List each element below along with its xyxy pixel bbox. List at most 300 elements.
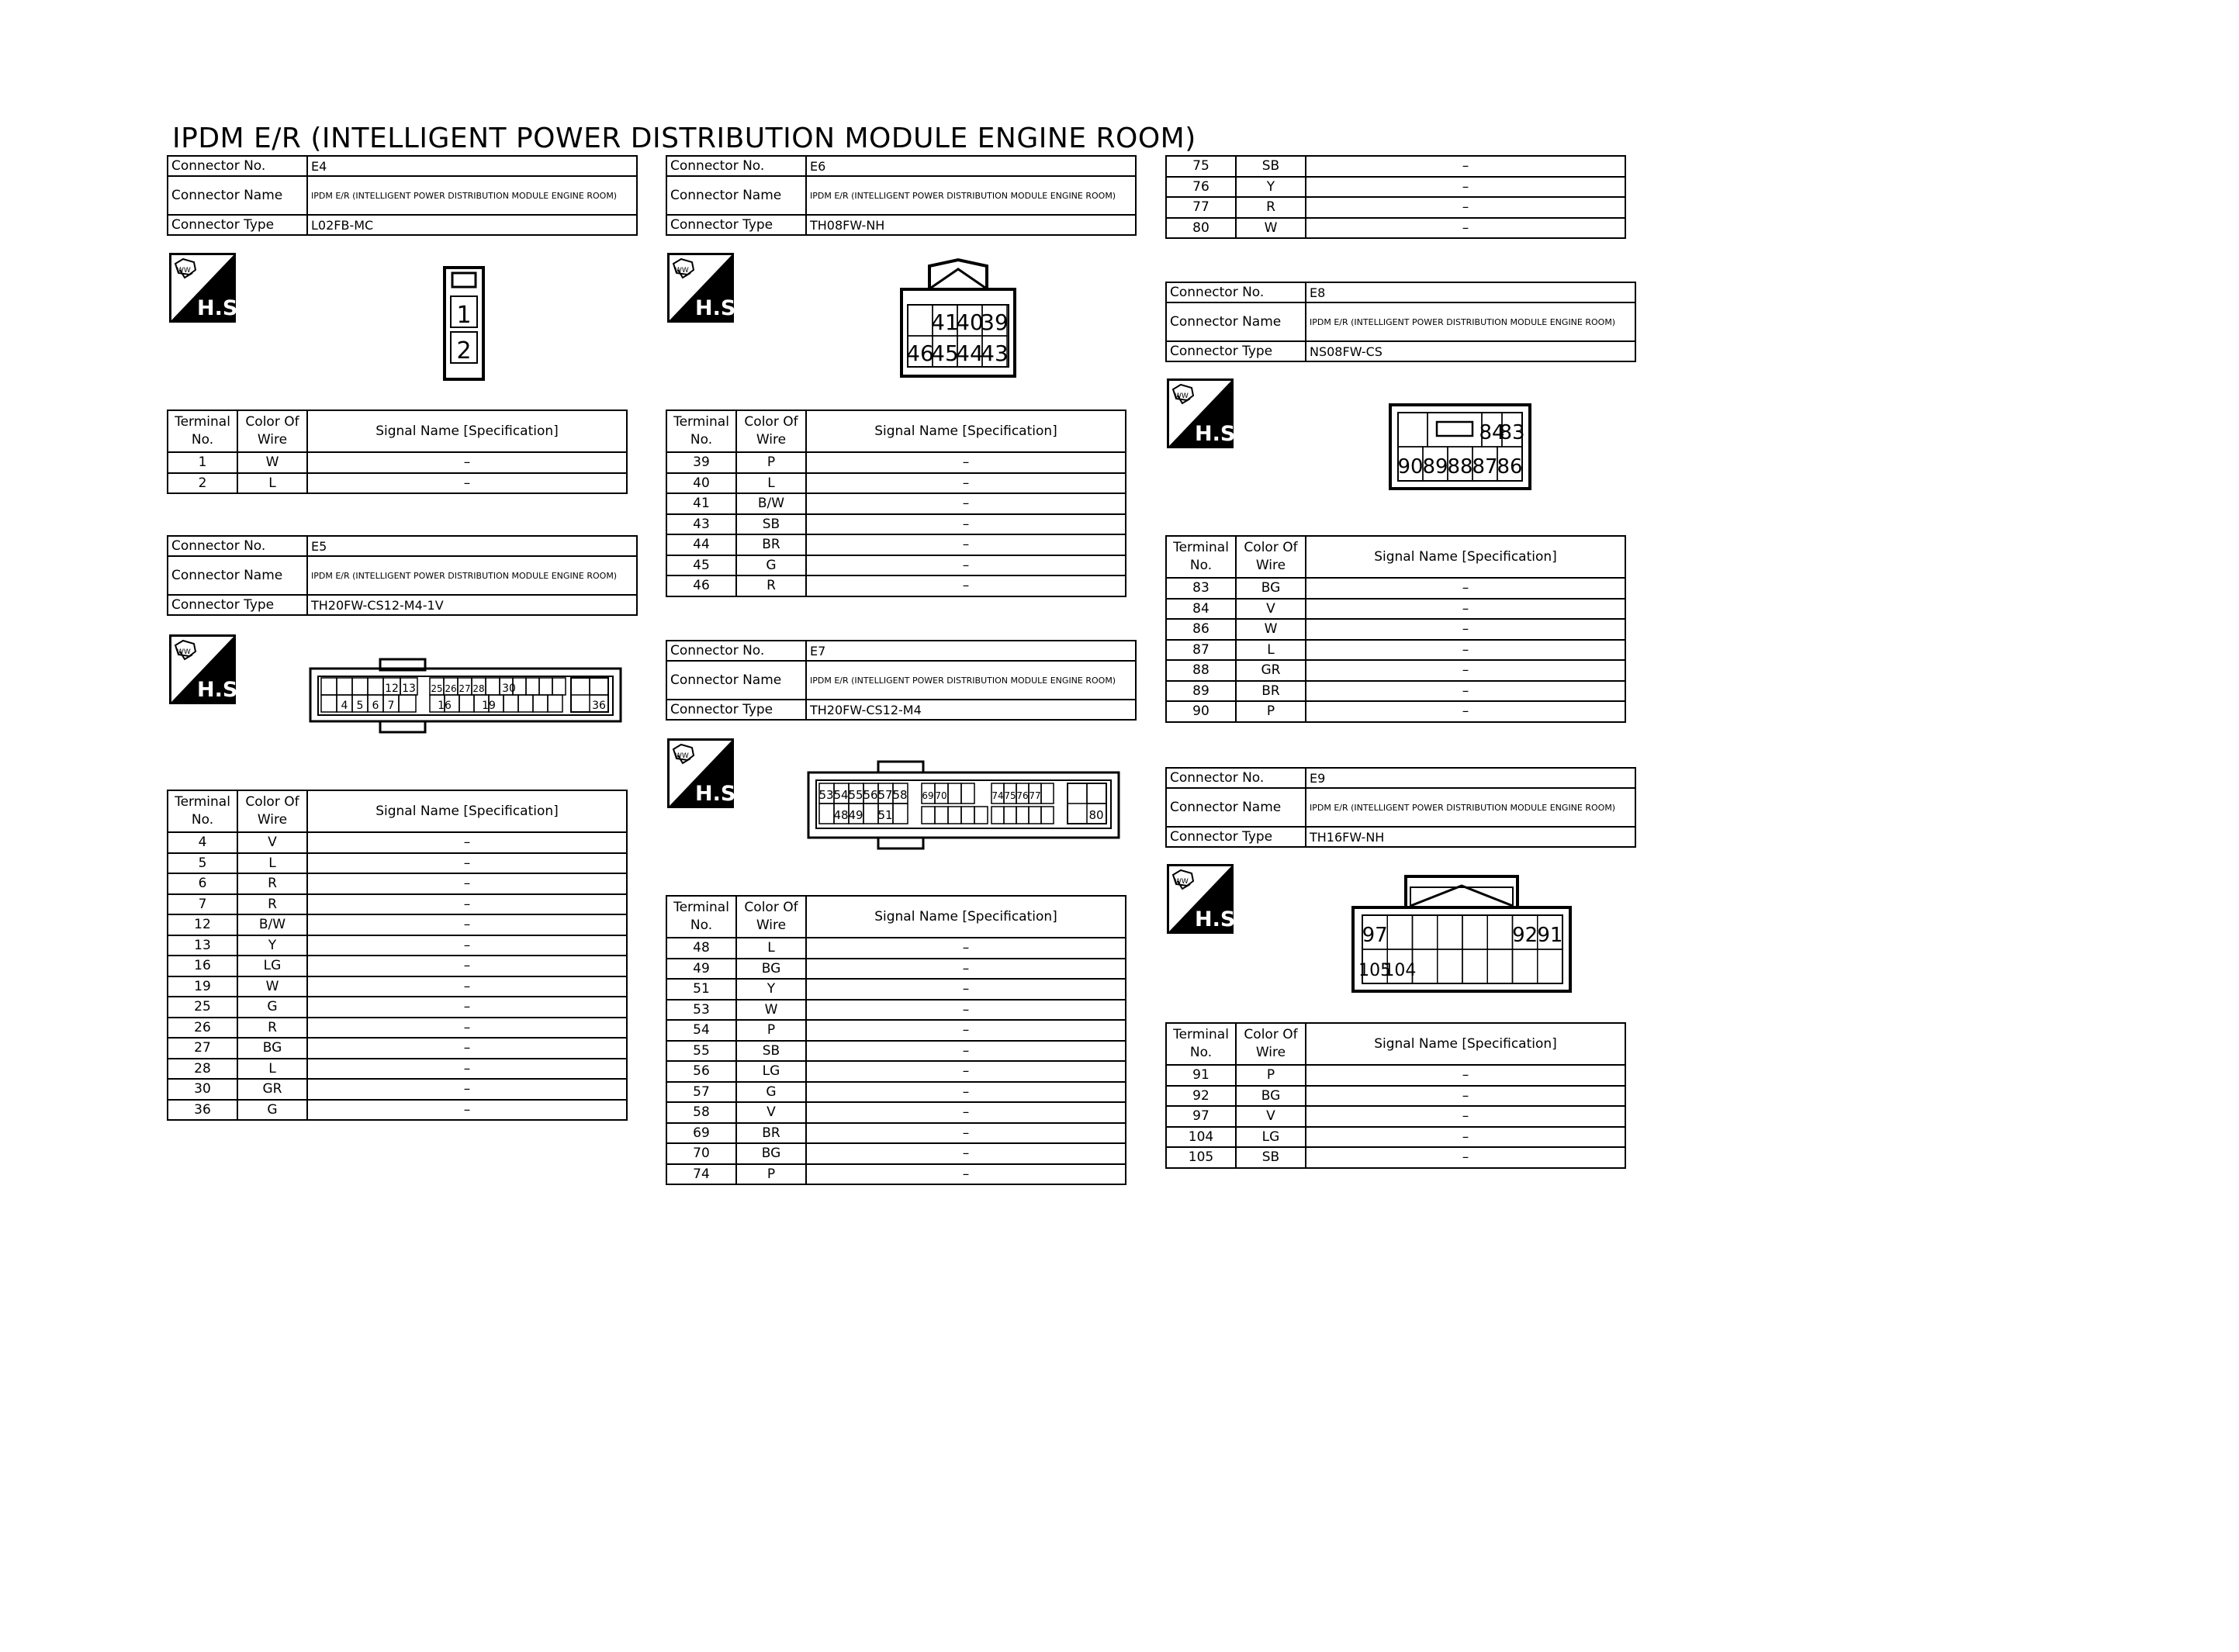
connector-type-label: Connector Type [666,215,806,235]
wire-color: BG [736,959,806,980]
connector-type-label: Connector Type [666,700,806,720]
wire-color: BR [736,1123,806,1144]
wire-color: P [736,452,806,473]
connector-no-value: E8 [1306,282,1635,302]
terminal-no: 87 [1166,640,1236,661]
table-row [168,1100,627,1121]
svg-text:26: 26 [445,683,457,694]
table-row [1166,1106,1625,1127]
connector-type-value: TH20FW-CS12-M4-1V [307,595,637,615]
table-row [666,1102,1126,1123]
connector-E6-diagram [900,258,1018,382]
svg-text:WW: WW [177,648,191,656]
signal-name: – [806,555,1126,576]
table-row [168,853,627,874]
svg-text:53: 53 [818,788,834,802]
table-header [1166,1023,1625,1065]
connector-no-label: Connector No. [1166,768,1306,788]
table-row [666,575,1126,596]
svg-text:H.S.: H.S. [695,296,744,320]
svg-text:28: 28 [472,683,485,694]
table-row [666,979,1126,1000]
svg-text:69: 69 [922,790,934,801]
signal-header: Signal Name [Specification] [806,410,1126,452]
terminal-no: 36 [168,1100,237,1121]
signal-name: – [806,979,1126,1000]
table-row [168,997,627,1018]
wire-color: W [736,1000,806,1021]
connector-no-label: Connector No. [666,156,806,176]
signal-name: – [1306,156,1625,177]
signal-name: – [806,1164,1126,1185]
svg-text:104: 104 [1383,961,1417,980]
table-row [666,534,1126,555]
table-row [666,555,1126,576]
table-row [1166,599,1625,620]
terminal-no: 44 [666,534,736,555]
signal-name: – [1306,197,1625,218]
terminal-no: 70 [666,1143,736,1164]
svg-text:1: 1 [456,302,472,329]
svg-text:30: 30 [502,683,516,695]
svg-text:43: 43 [981,340,1009,366]
terminal-no: 5 [168,853,237,874]
signal-name: – [806,452,1126,473]
connector-name-value: IPDM E/R (INTELLIGENT POWER DISTRIBUTION MODULE ENGINE ROOM) [307,176,637,215]
wire-color: BR [736,534,806,555]
signal-name: – [307,873,627,894]
wire-color: R [237,894,307,915]
svg-text:H.S.: H.S. [1195,422,1244,446]
terminal-no: 45 [666,555,736,576]
svg-text:55: 55 [848,788,863,802]
svg-text:86: 86 [1497,455,1523,479]
signal-name: – [1306,578,1625,599]
signal-name: – [307,1038,627,1059]
terminal-no: 6 [168,873,237,894]
svg-text:WW: WW [1175,878,1189,886]
svg-text:80: 80 [1088,808,1104,822]
connector-type-label: Connector Type [168,595,307,615]
terminal-no: 46 [666,575,736,596]
color-header: Color Of Wire [237,790,307,832]
hs-icon [667,253,744,323]
wire-color: B/W [736,493,806,514]
signal-name: – [806,493,1126,514]
signal-name: – [1306,1086,1625,1107]
svg-text:45: 45 [931,340,959,366]
connector-E7-diagram [807,760,1120,850]
wire-color: W [1236,619,1306,640]
connector-no-label: Connector No. [168,536,307,556]
svg-text:77: 77 [1029,790,1041,801]
wire-color: V [1236,1106,1306,1127]
terminal-no-header: Terminal No. [1166,1023,1236,1065]
wire-color: G [237,1100,307,1121]
wire-color: R [1236,197,1306,218]
terminal-no: 88 [1166,660,1236,681]
svg-text:88: 88 [1447,455,1473,479]
svg-text:105: 105 [1358,961,1392,980]
table-row [666,1123,1126,1144]
signal-name: – [1306,1065,1625,1086]
table-row [168,1018,627,1039]
signal-name: – [1306,660,1625,681]
terminal-no: 75 [1166,156,1236,177]
table-header [666,410,1126,452]
terminal-no: 97 [1166,1106,1236,1127]
signal-name: – [806,1061,1126,1082]
terminal-no-header: Terminal No. [168,410,237,452]
terminal-no: 90 [1166,701,1236,722]
table-row [168,956,627,976]
wire-color: L [237,1059,307,1080]
terminal-no: 57 [666,1082,736,1103]
terminal-no: 25 [168,997,237,1018]
wire-color: R [237,873,307,894]
terminal-no: 7 [168,894,237,915]
signal-name: – [806,514,1126,535]
terminal-no: 26 [168,1018,237,1039]
wire-color: LG [1236,1127,1306,1148]
connector-name-label: Connector Name [666,661,806,700]
svg-text:4: 4 [341,700,348,712]
svg-text:2: 2 [456,337,472,365]
signal-name: – [806,575,1126,596]
signal-name: – [307,832,627,853]
wire-color: L [237,853,307,874]
wire-color: BG [1236,578,1306,599]
connector-name-value: IPDM E/R (INTELLIGENT POWER DISTRIBUTION MODULE ENGINE ROOM) [1306,788,1635,827]
connector-info-E6 [666,155,1137,236]
terminal-no: 55 [666,1041,736,1062]
signal-name: – [307,1018,627,1039]
terminal-no: 80 [1166,218,1236,239]
svg-text:WW: WW [675,752,689,760]
svg-text:54: 54 [833,788,849,802]
terminal-no: 49 [666,959,736,980]
table-row [666,1061,1126,1082]
signal-name: – [806,1020,1126,1041]
signal-name: – [806,1041,1126,1062]
svg-text:12: 12 [385,683,399,695]
table-row [666,1000,1126,1021]
svg-text:39: 39 [981,309,1009,335]
terminal-no-header: Terminal No. [1166,536,1236,578]
connector-E8-diagram [1389,403,1531,490]
signal-name: – [1306,701,1625,722]
terminal-table-E7 [666,895,1126,1185]
terminal-no: 86 [1166,619,1236,640]
svg-text:91: 91 [1537,924,1563,947]
table-row [1166,640,1625,661]
terminal-no: 84 [1166,599,1236,620]
terminal-no: 83 [1166,578,1236,599]
terminal-table-E7_cont [1165,155,1626,239]
svg-text:90: 90 [1397,455,1424,479]
connector-type-label: Connector Type [168,215,307,235]
connector-name-label: Connector Name [1166,302,1306,341]
terminal-no: 40 [666,473,736,494]
signal-name: – [307,853,627,874]
svg-text:6: 6 [372,700,379,712]
wire-color: GR [237,1079,307,1100]
terminal-no: 76 [1166,177,1236,198]
connector-no-value: E4 [307,156,637,176]
signal-header: Signal Name [Specification] [307,410,627,452]
wire-color: V [736,1102,806,1123]
terminal-no: 41 [666,493,736,514]
signal-name: – [307,976,627,997]
svg-text:41: 41 [931,309,959,335]
connector-name-value: IPDM E/R (INTELLIGENT POWER DISTRIBUTION MODULE ENGINE ROOM) [806,661,1136,700]
terminal-no: 53 [666,1000,736,1021]
table-row [1166,578,1625,599]
svg-text:WW: WW [1175,392,1189,400]
svg-text:83: 83 [1499,421,1525,444]
table-row [1166,681,1625,702]
terminal-table-E8 [1165,535,1626,723]
table-row [666,514,1126,535]
table-row [1166,1086,1625,1107]
connector-name-value: IPDM E/R (INTELLIGENT POWER DISTRIBUTION MODULE ENGINE ROOM) [1306,302,1635,341]
connector-no-value: E6 [806,156,1136,176]
connector-info-E8 [1165,282,1636,362]
table-row [168,473,627,494]
terminal-no: 69 [666,1123,736,1144]
color-header: Color Of Wire [736,410,806,452]
svg-text:7: 7 [387,700,395,712]
wire-color: LG [237,956,307,976]
wire-color: R [237,1018,307,1039]
signal-name: – [806,1143,1126,1164]
connector-no-label: Connector No. [666,641,806,661]
wire-color: W [1236,218,1306,239]
connector-info-E7 [666,640,1137,721]
terminal-no: 48 [666,938,736,959]
svg-text:19: 19 [482,700,496,712]
signal-name: – [307,473,627,494]
table-row [1166,197,1625,218]
wire-color: P [1236,1065,1306,1086]
signal-header: Signal Name [Specification] [806,896,1126,938]
hs-icon [1167,378,1244,448]
color-header: Color Of Wire [1236,536,1306,578]
connector-no-value: E9 [1306,768,1635,788]
connector-no-value: E5 [307,536,637,556]
signal-name: – [806,1082,1126,1103]
terminal-table-E9 [1165,1022,1626,1169]
svg-text:57: 57 [877,788,893,802]
table-row [168,832,627,853]
table-row [1166,177,1625,198]
table-header [666,896,1126,938]
connector-info-E5 [167,535,638,616]
wire-color: R [736,575,806,596]
table-row [666,959,1126,980]
table-row [1166,701,1625,722]
svg-text:H.S.: H.S. [197,296,246,320]
signal-name: – [1306,1106,1625,1127]
terminal-no: 51 [666,979,736,1000]
table-row [168,1079,627,1100]
page-title: IPDM E/R (INTELLIGENT POWER DISTRIBUTION MODULE ENGINE ROOM) [172,123,1196,154]
table-row [666,938,1126,959]
terminal-no: 2 [168,473,237,494]
signal-name: – [1306,640,1625,661]
connector-type-value: TH20FW-CS12-M4 [806,700,1136,720]
terminal-table-E6 [666,410,1126,597]
terminal-no: 4 [168,832,237,853]
svg-text:58: 58 [892,788,908,802]
color-header: Color Of Wire [1236,1023,1306,1065]
table-header [168,790,627,832]
wire-color: SB [1236,1147,1306,1168]
terminal-no: 30 [168,1079,237,1100]
svg-text:87: 87 [1472,455,1498,479]
signal-header: Signal Name [Specification] [307,790,627,832]
terminal-no: 12 [168,914,237,935]
terminal-no: 105 [1166,1147,1236,1168]
signal-name: – [806,1000,1126,1021]
hs-icon [1167,864,1244,934]
wire-color: SB [736,514,806,535]
hs-icon [667,738,744,808]
terminal-no: 92 [1166,1086,1236,1107]
svg-text:46: 46 [906,340,934,366]
terminal-no: 43 [666,514,736,535]
terminal-no: 91 [1166,1065,1236,1086]
wire-color: B/W [237,914,307,935]
signal-name: – [806,959,1126,980]
wire-color: GR [1236,660,1306,681]
wire-color: G [237,997,307,1018]
terminal-no: 74 [666,1164,736,1185]
terminal-no: 28 [168,1059,237,1080]
connector-no-value: E7 [806,641,1136,661]
connector-type-label: Connector Type [1166,827,1306,847]
connector-type-value: TH08FW-NH [806,215,1136,235]
terminal-no: 89 [1166,681,1236,702]
terminal-table-E4 [167,410,628,494]
svg-text:5: 5 [356,700,364,712]
signal-name: – [806,938,1126,959]
svg-text:40: 40 [956,309,984,335]
color-header: Color Of Wire [736,896,806,938]
svg-text:89: 89 [1422,455,1448,479]
table-header [1166,536,1625,578]
svg-text:16: 16 [438,700,452,712]
wire-color: V [237,832,307,853]
wire-color: L [237,473,307,494]
terminal-no: 56 [666,1061,736,1082]
wire-color: W [237,452,307,473]
svg-text:48: 48 [833,808,849,822]
signal-name: – [1306,218,1625,239]
table-row [666,473,1126,494]
svg-text:36: 36 [592,700,606,712]
terminal-no-header: Terminal No. [666,896,736,938]
connector-name-label: Connector Name [666,176,806,215]
table-row [666,1020,1126,1041]
svg-text:56: 56 [863,788,878,802]
table-row [666,1041,1126,1062]
wire-color: SB [1236,156,1306,177]
wire-color: Y [1236,177,1306,198]
wire-color: P [736,1020,806,1041]
terminal-no: 27 [168,1038,237,1059]
svg-text:76: 76 [1016,790,1029,801]
signal-name: – [307,935,627,956]
wire-color: G [736,555,806,576]
signal-name: – [806,534,1126,555]
signal-name: – [1306,1147,1625,1168]
wire-color: G [736,1082,806,1103]
signal-name: – [307,914,627,935]
table-row [168,894,627,915]
table-row [1166,218,1625,239]
table-row [168,935,627,956]
signal-name: – [806,473,1126,494]
wire-color: LG [736,1061,806,1082]
wire-color: Y [736,979,806,1000]
terminal-no: 58 [666,1102,736,1123]
wire-color: SB [736,1041,806,1062]
signal-name: – [307,452,627,473]
svg-text:44: 44 [956,340,984,366]
terminal-no: 104 [1166,1127,1236,1148]
wire-color: V [1236,599,1306,620]
terminal-no: 19 [168,976,237,997]
table-row [168,1038,627,1059]
svg-text:WW: WW [675,267,689,275]
color-header: Color Of Wire [237,410,307,452]
connector-name-label: Connector Name [168,176,307,215]
signal-name: – [806,1102,1126,1123]
terminal-no: 13 [168,935,237,956]
signal-name: – [1306,1127,1625,1148]
table-row [666,1082,1126,1103]
table-row [168,452,627,473]
signal-name: – [307,997,627,1018]
connector-type-value: NS08FW-CS [1306,341,1635,361]
terminal-table-E5 [167,790,628,1121]
terminal-no: 77 [1166,197,1236,218]
connector-info-E9 [1165,767,1636,848]
hs-icon [169,253,246,323]
table-row [666,1164,1126,1185]
wire-color: P [736,1164,806,1185]
wire-color: BG [736,1143,806,1164]
connector-info-E4 [167,155,638,236]
svg-text:H.S.: H.S. [1195,907,1244,931]
connector-type-label: Connector Type [1166,341,1306,361]
signal-name: – [307,1079,627,1100]
terminal-no-header: Terminal No. [666,410,736,452]
svg-text:74: 74 [991,790,1004,801]
table-row [168,873,627,894]
table-row [168,976,627,997]
wire-color: L [736,938,806,959]
table-row [666,1143,1126,1164]
wire-color: L [1236,640,1306,661]
svg-text:WW: WW [177,267,191,275]
svg-text:25: 25 [431,683,443,694]
signal-name: – [806,1123,1126,1144]
svg-text:51: 51 [877,808,893,822]
table-row [1166,1065,1625,1086]
wire-color: L [736,473,806,494]
